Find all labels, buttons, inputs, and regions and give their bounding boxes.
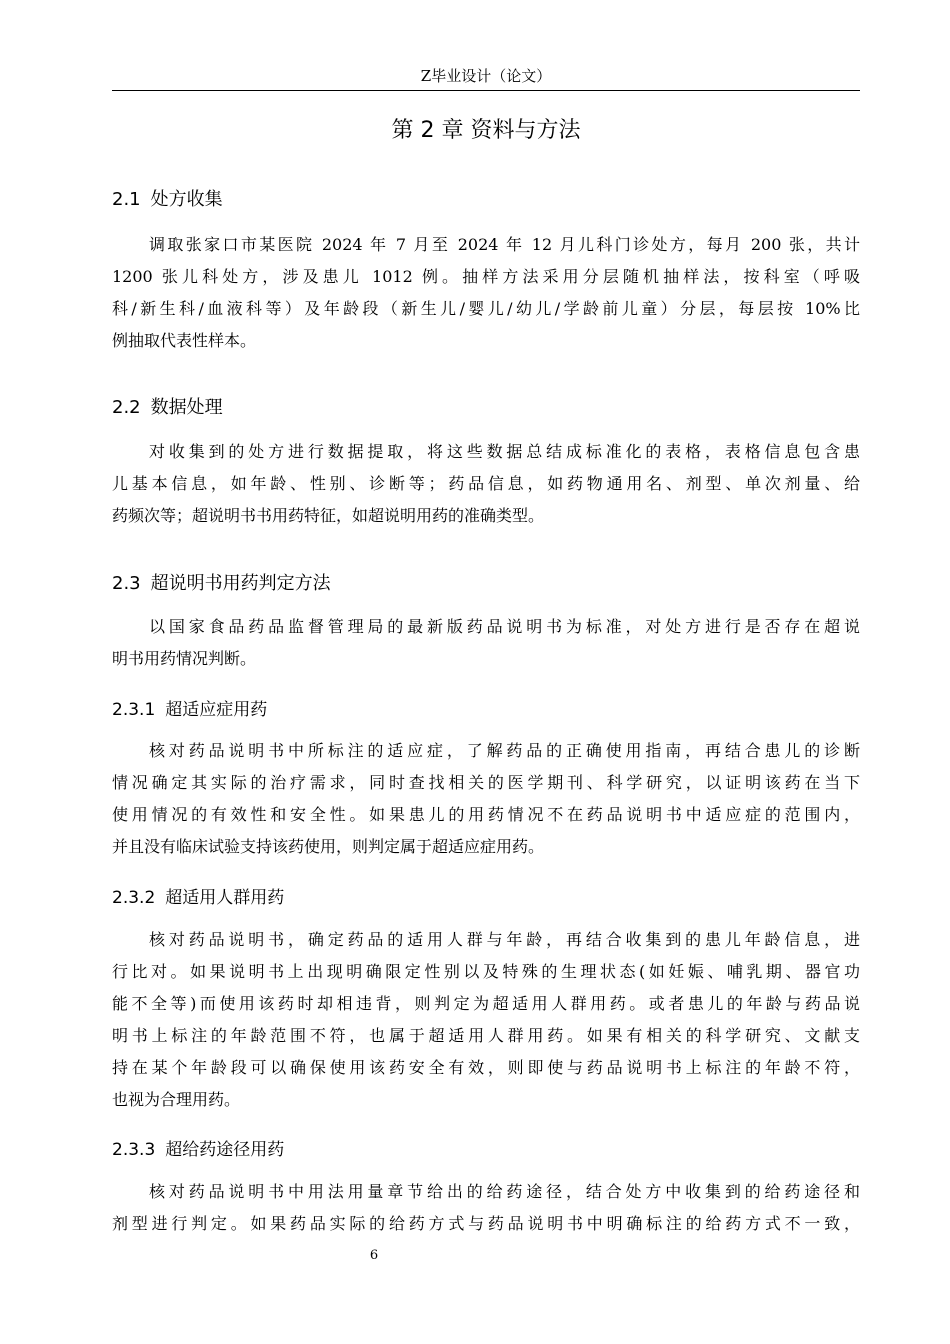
paragraph-line: 核对药品说明书中用法用量章节给出的给药途径，结合处方中收集到的给药途径和 bbox=[149, 1182, 860, 1201]
paragraph-line: 情况确定其实际的治疗需求，同时查找相关的医学期刊、科学研究，以证明该药在当下 bbox=[112, 773, 860, 792]
paragraph-2-3 bbox=[112, 611, 860, 675]
paragraph-2-3-1 bbox=[112, 735, 860, 863]
paragraph-line: 例抽取代表性样本。 bbox=[112, 331, 257, 350]
paragraph-2-3-3 bbox=[112, 1176, 860, 1240]
section-heading-2-1 bbox=[112, 186, 860, 214]
paragraph-line: 药频次等；超说明书书用药特征，如超说明用药的准确类型。 bbox=[112, 506, 545, 525]
paragraph-line: 以国家食品药品监督管理局的最新版药品说明书为标准，对处方进行是否存在超说 bbox=[149, 617, 860, 636]
section-title: 超适用人群用药 bbox=[165, 888, 285, 908]
paragraph-2-2 bbox=[112, 436, 860, 532]
subsection-heading-2-3-1 bbox=[112, 697, 860, 723]
paragraph-line: 使用情况的有效性和安全性。如果患儿的用药情况不在药品说明书中适应症的范围内， bbox=[112, 805, 860, 824]
paragraph-line: 对收集到的处方进行数据提取，将这些数据总结成标准化的表格，表格信息包含患 bbox=[149, 442, 860, 461]
paragraph-line: 核对药品说明书中所标注的适应症，了解药品的正确使用指南，再结合患儿的诊断 bbox=[149, 741, 860, 760]
subsection-heading-2-3-2 bbox=[112, 885, 860, 911]
paragraph-line: 持在某个年龄段可以确保使用该药安全有效，则即使与药品说明书上标注的年龄不符， bbox=[112, 1058, 860, 1077]
subsection-heading-2-3-3 bbox=[112, 1137, 860, 1163]
section-heading-2-3 bbox=[112, 570, 860, 598]
section-title: 超说明书用药判定方法 bbox=[150, 573, 331, 594]
chapter-title: 第 2 章 资料与方法 bbox=[391, 118, 581, 143]
section-title: 超给药途径用药 bbox=[165, 1140, 285, 1160]
paragraph-line: 也视为合理用药。 bbox=[112, 1090, 241, 1109]
paragraph-2-1 bbox=[112, 229, 860, 357]
section-title: 数据处理 bbox=[150, 397, 223, 418]
page-number: 6 bbox=[369, 1248, 379, 1263]
paragraph-line: 核对药品说明书，确定药品的适用人群与年龄，再结合收集到的患儿年龄信息，进 bbox=[149, 930, 860, 949]
section-number: 2.2 bbox=[112, 397, 141, 418]
section-number: 2.3.1 bbox=[112, 700, 156, 720]
paragraph-line: 儿基本信息，如年龄、性别、诊断等；药品信息，如药物通用名、剂型、单次剂量、给 bbox=[112, 474, 860, 493]
header-rule bbox=[112, 90, 860, 91]
section-number: 2.3.2 bbox=[112, 888, 156, 908]
paragraph-2-3-2 bbox=[112, 924, 860, 1116]
paragraph-line: 1200 张儿科处方，涉及患儿 1012 例。抽样方法采用分层随机抽样法，按科室（呼吸 bbox=[112, 267, 860, 286]
paragraph-line: 能不全等)而使用该药时却相违背，则判定为超适用人群用药。或者患儿的年龄与药品说 bbox=[112, 994, 860, 1013]
paragraph-line: 剂型进行判定。如果药品实际的给药方式与药品说明书中明确标注的给药方式不一致， bbox=[112, 1214, 860, 1233]
paragraph-line: 并且没有临床试验支持该药使用，则判定属于超适应症用药。 bbox=[112, 837, 545, 856]
section-number: 2.3.3 bbox=[112, 1140, 156, 1160]
paragraph-line: 科/新生科/血液科等）及年龄段（新生儿/婴儿/幼儿/学龄前儿童）分层，每层按 10%比 bbox=[112, 299, 860, 318]
paragraph-line: 明书上标注的年龄范围不符，也属于超适用人群用药。如果有相关的科学研究、文献支 bbox=[112, 1026, 860, 1045]
section-title: 处方收集 bbox=[150, 189, 223, 210]
paragraph-line: 行比对。如果说明书上出现明确限定性别以及特殊的生理状态(如妊娠、哺乳期、器官功 bbox=[112, 962, 860, 981]
section-title: 超适应症用药 bbox=[165, 700, 268, 720]
section-heading-2-2 bbox=[112, 394, 860, 422]
page-header: Z毕业设计（论文） bbox=[420, 67, 552, 85]
section-number: 2.1 bbox=[112, 189, 141, 210]
section-number: 2.3 bbox=[112, 573, 141, 594]
paragraph-line: 明书用药情况判断。 bbox=[112, 649, 257, 668]
paragraph-line: 调取张家口市某医院 2024 年 7 月至 2024 年 12 月儿科门诊处方，每月 200 张，共计 bbox=[149, 235, 860, 254]
